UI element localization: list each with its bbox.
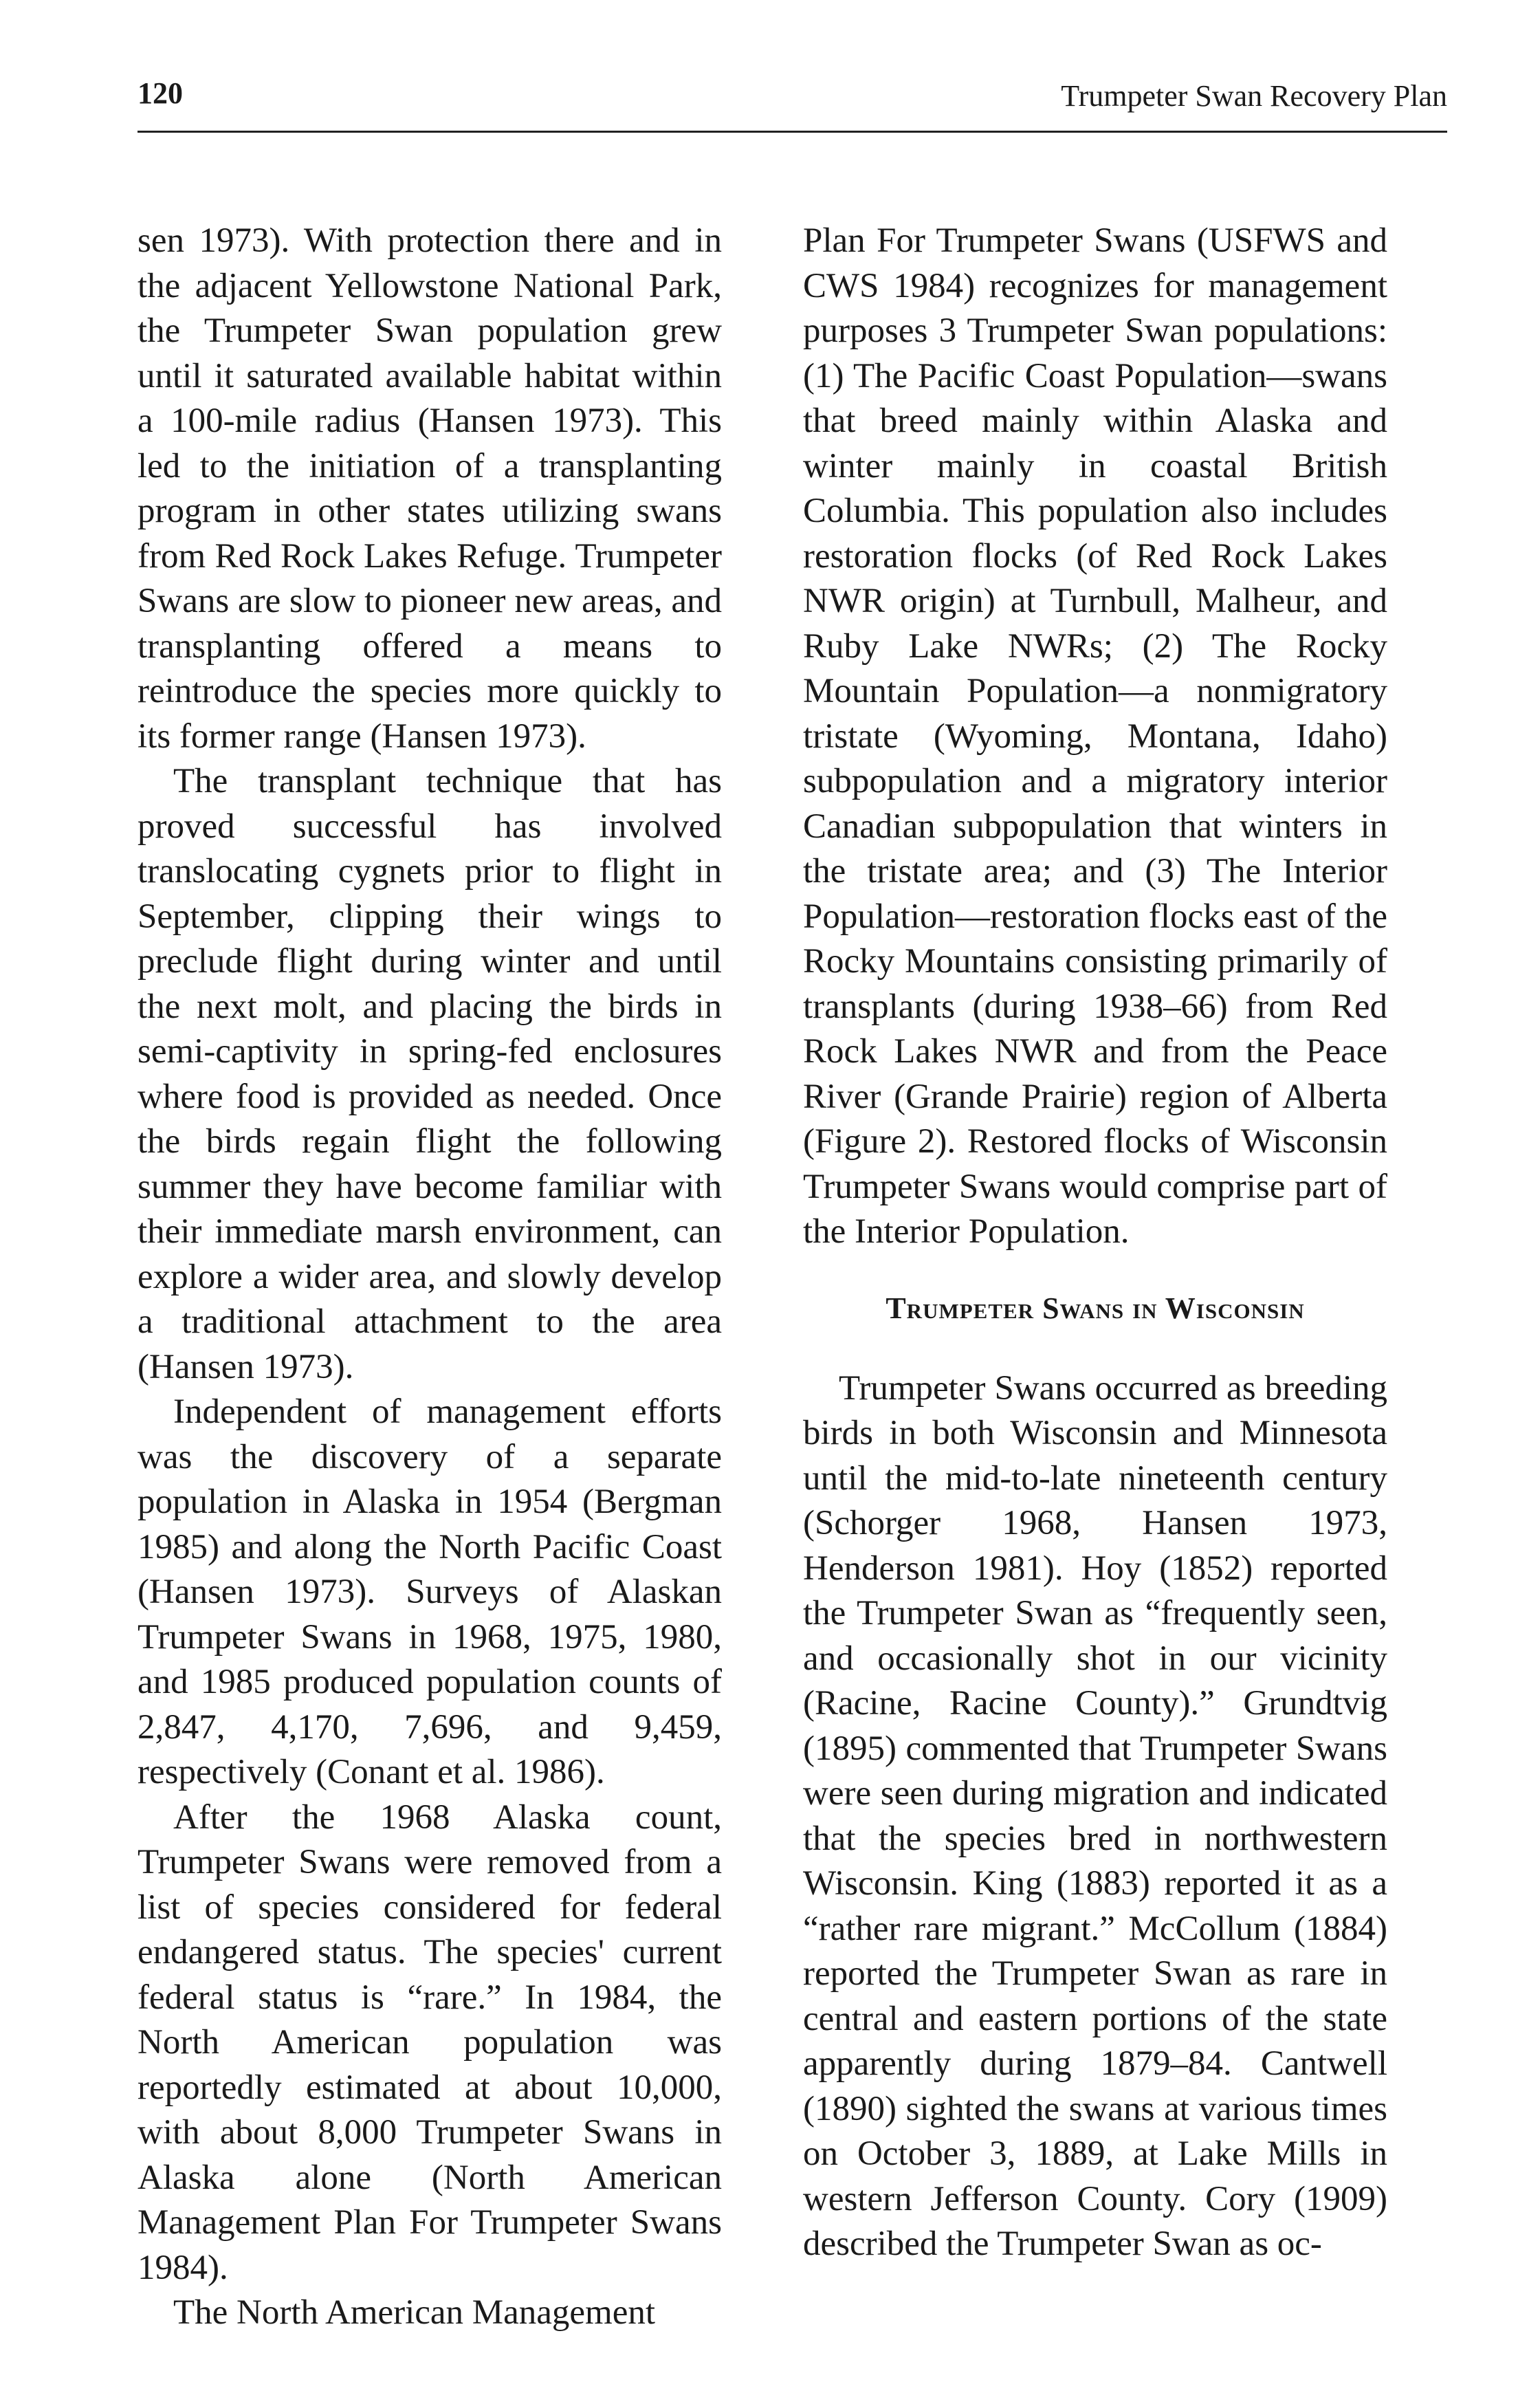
running-title: Trumpeter Swan Recovery Plan [1061,79,1447,113]
left-paragraph-1: sen 1973). With protection there and in the adjacent Yellowstone National Park, the Trumpeter Swan population grew until it saturated available habitat within a 100-mile radius (Hansen 1973). This led to the initiation of a transplanting program in other states utilizing swans from Red Rock Lakes Refuge. Trumpeter Swans are slow to pioneer new areas, and transplanting offered a means to reintroduce the species more quickly to its former range (Hansen 1973). [138,221,722,756]
left-paragraph-2: The transplant technique that has proved successful has involved translocating cygnets prior to flight in September, clipping their wings to preclude flight during winter and until the next molt, and placing the birds in semi-captivity in spring-fed enclosures where food is provided as needed. Once the birds regain flight the following summer they have become familiar with their immediate marsh environment, can explore a wider area, and slowly develop a traditional attachment to the area (Hansen 1973). [138,762,722,1386]
right-paragraph-2: Trumpeter Swans occurred as breeding birds in both Wisconsin and Minnesota until the mid-to-late nineteenth century (Schorger 1968, Hansen 1973, Henderson 1981). Hoy (1852) reported the Trumpeter Swan as “frequently seen, and occasionally shot in our vicinity (Racine, Racine County).” Grundtvig (1895) commented that Trumpeter Swans were seen during migration and indicated that the species bred in northwestern Wisconsin. King (1883) reported it as a “rather rare migrant.” McCollum (1884) reported the Trumpeter Swan as rare in central and eastern portions of the state apparently during 1879–84. Cantwell (1890) sighted the swans at various times on October 3, 1889, at Lake Mills in western Jefferson County. Cory (1909) described the Trumpeter Swan as oc- [803,1368,1387,2263]
right-paragraph-1: Plan For Trumpeter Swans (USFWS and CWS 1984) recognizes for management purposes 3 Trumpeter Swan populations: (1) The Pacific Coast Population—swans that breed mainly within Alaska and winter mainly in coastal British Columbia. This population also includes restoration flocks (of Red Rock Lakes NWR origin) at Turnbull, Malheur, and Ruby Lake NWRs; (2) The Rocky Mountain Population—a nonmigratory tristate (Wyoming, Montana, Idaho) subpopulation and a migratory interior Canadian subpopulation that winters in the tristate area; and (3) The Interior Population—restoration flocks east of the Rocky Mountains consisting primarily of transplants (during 1938–66) from Red Rock Lakes NWR and from the Peace River (Grande Prairie) region of Alberta (Figure 2). Restored flocks of Wisconsin Trumpeter Swans would comprise part of the Interior Population. [803,221,1387,1251]
page-number: 120 [138,76,183,110]
section-heading: Trumpeter Swans in Wisconsin [886,1291,1305,1325]
left-paragraph-5: The North American Management [173,2293,656,2332]
page-header [138,69,1447,133]
left-column [138,219,722,2336]
left-paragraph-3: Independent of management efforts was the discovery of a separate population in Alaska in 1954 (Bergman 1985) and along the North Pacific Coast (Hansen 1973). Surveys of Alaskan Trumpeter Swans in 1968, 1975, 1980, and 1985 produced population counts of 2,847, 4,170, 7,696, and 9,459, respectively (Conant et al. 1986). [138,1392,722,1791]
right-column [803,219,1387,2267]
left-paragraph-4: After the 1968 Alaska count, Trumpeter Swans were removed from a list of species considered for federal endangered status. The species' current federal status is “rare.” In 1984, the North American population was reportedly estimated at about 10,000, with about 8,000 Trumpeter Swans in Alaska alone (North American Management Plan For Trumpeter Swans 1984). [138,1798,722,2287]
